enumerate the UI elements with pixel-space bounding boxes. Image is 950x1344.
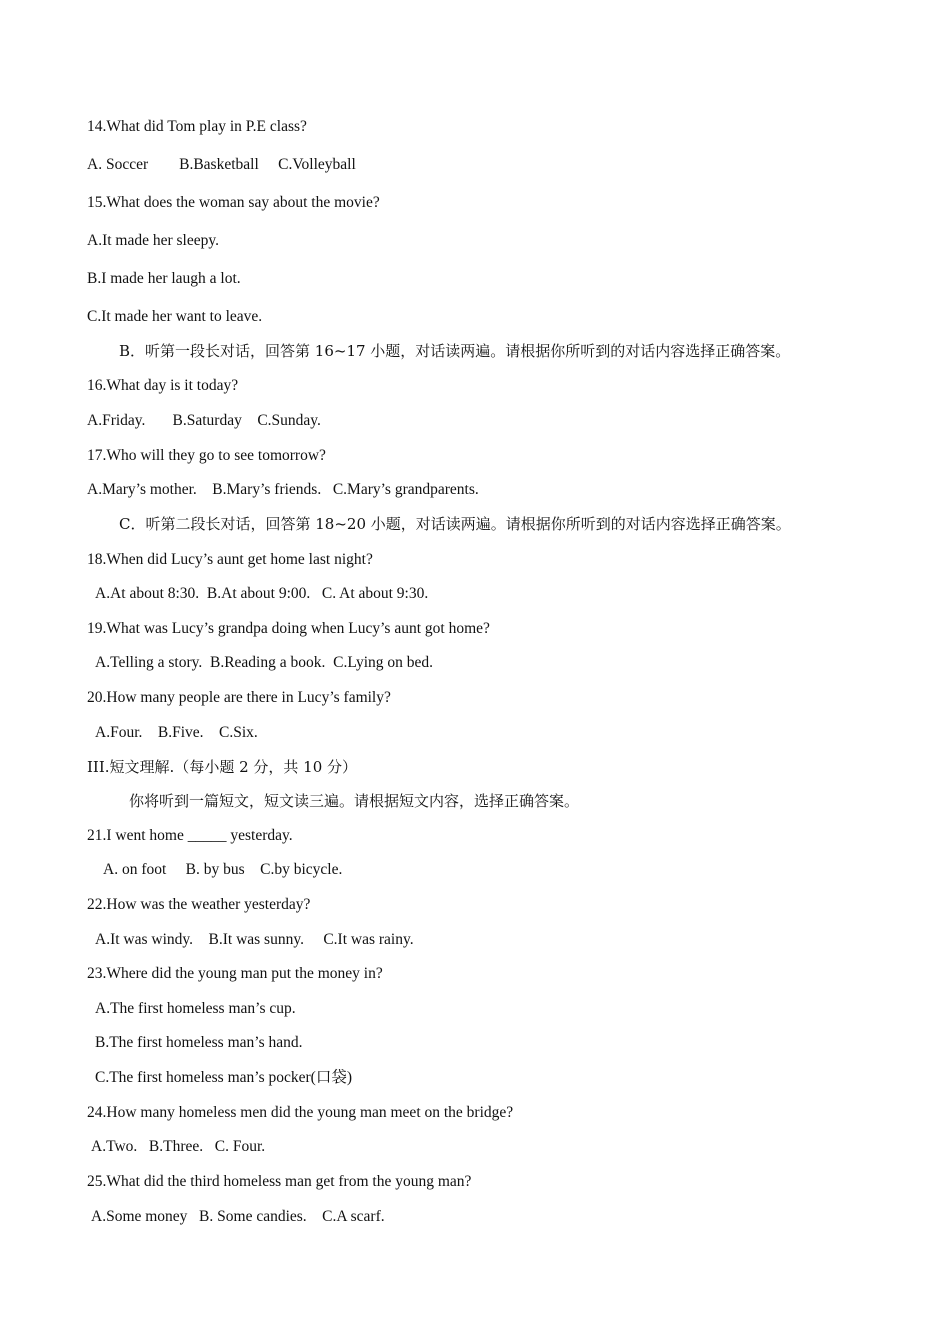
option-15c: C.It made her want to leave.	[87, 308, 263, 325]
question-15: 15.What does the woman say about the movie?	[87, 194, 380, 211]
question-17: 17.Who will they go to see tomorrow?	[87, 447, 326, 464]
question-23: 23.Where did the young man put the money in?	[87, 965, 383, 982]
options-17: A.Mary’s mother. B.Mary’s friends. C.Mary’s grandparents.	[87, 481, 479, 498]
option-23b: B.The first homeless man’s hand.	[95, 1034, 303, 1051]
options-22: A.It was windy. B.It was sunny. C.It was rainy.	[95, 931, 414, 948]
question-14: 14.What did Tom play in P.E class?	[87, 118, 307, 135]
question-19: 19.What was Lucy’s grandpa doing when Lucy’s aunt got home?	[87, 620, 490, 637]
question-16: 16.What day is it today?	[87, 377, 239, 394]
options-21: A. on foot B. by bus C.by bicycle.	[103, 861, 343, 878]
section-iii-heading: III.短文理解.（每小题 2 分，共 10 分）	[87, 758, 358, 776]
options-25: A.Some money B. Some candies. C.A scarf.	[91, 1208, 385, 1225]
instruction-iii: 你将听到一篇短文，短文读三遍。请根据短文内容，选择正确答案。	[129, 792, 580, 810]
option-23a: A.The first homeless man’s cup.	[95, 1000, 296, 1017]
options-20: A.Four. B.Five. C.Six.	[95, 724, 258, 741]
question-18: 18.When did Lucy’s aunt get home last night?	[87, 551, 373, 568]
question-21: 21.I went home _____ yesterday.	[87, 827, 293, 844]
instruction-c: C．听第二段长对话，回答第 18~20 小题，对话读两遍。请根据你所听到的对话内容选择正确答案。	[119, 515, 791, 533]
question-22: 22.How was the weather yesterday?	[87, 896, 311, 913]
options-18: A.At about 8:30. B.At about 9:00. C. At about 9:30.	[95, 585, 429, 602]
option-23c: C.The first homeless man’s pocker(口袋)	[95, 1069, 352, 1086]
options-16: A.Friday. B.Saturday C.Sunday.	[87, 412, 321, 429]
options-14: A. Soccer B.Basketball C.Volleyball	[87, 156, 356, 173]
option-15b: B.I made her laugh a lot.	[87, 270, 241, 287]
question-20: 20.How many people are there in Lucy’s family?	[87, 689, 391, 706]
options-19: A.Telling a story. B.Reading a book. C.Lying on bed.	[95, 654, 434, 671]
question-25: 25.What did the third homeless man get from the young man?	[87, 1173, 472, 1190]
option-15a: A.It made her sleepy.	[87, 232, 219, 249]
instruction-b: B．听第一段长对话，回答第 16~17 小题，对话读两遍。请根据你所听到的对话内容选择正确答案。	[119, 342, 791, 360]
options-24: A.Two. B.Three. C. Four.	[91, 1138, 266, 1155]
question-24: 24.How many homeless men did the young man meet on the bridge?	[87, 1104, 514, 1121]
